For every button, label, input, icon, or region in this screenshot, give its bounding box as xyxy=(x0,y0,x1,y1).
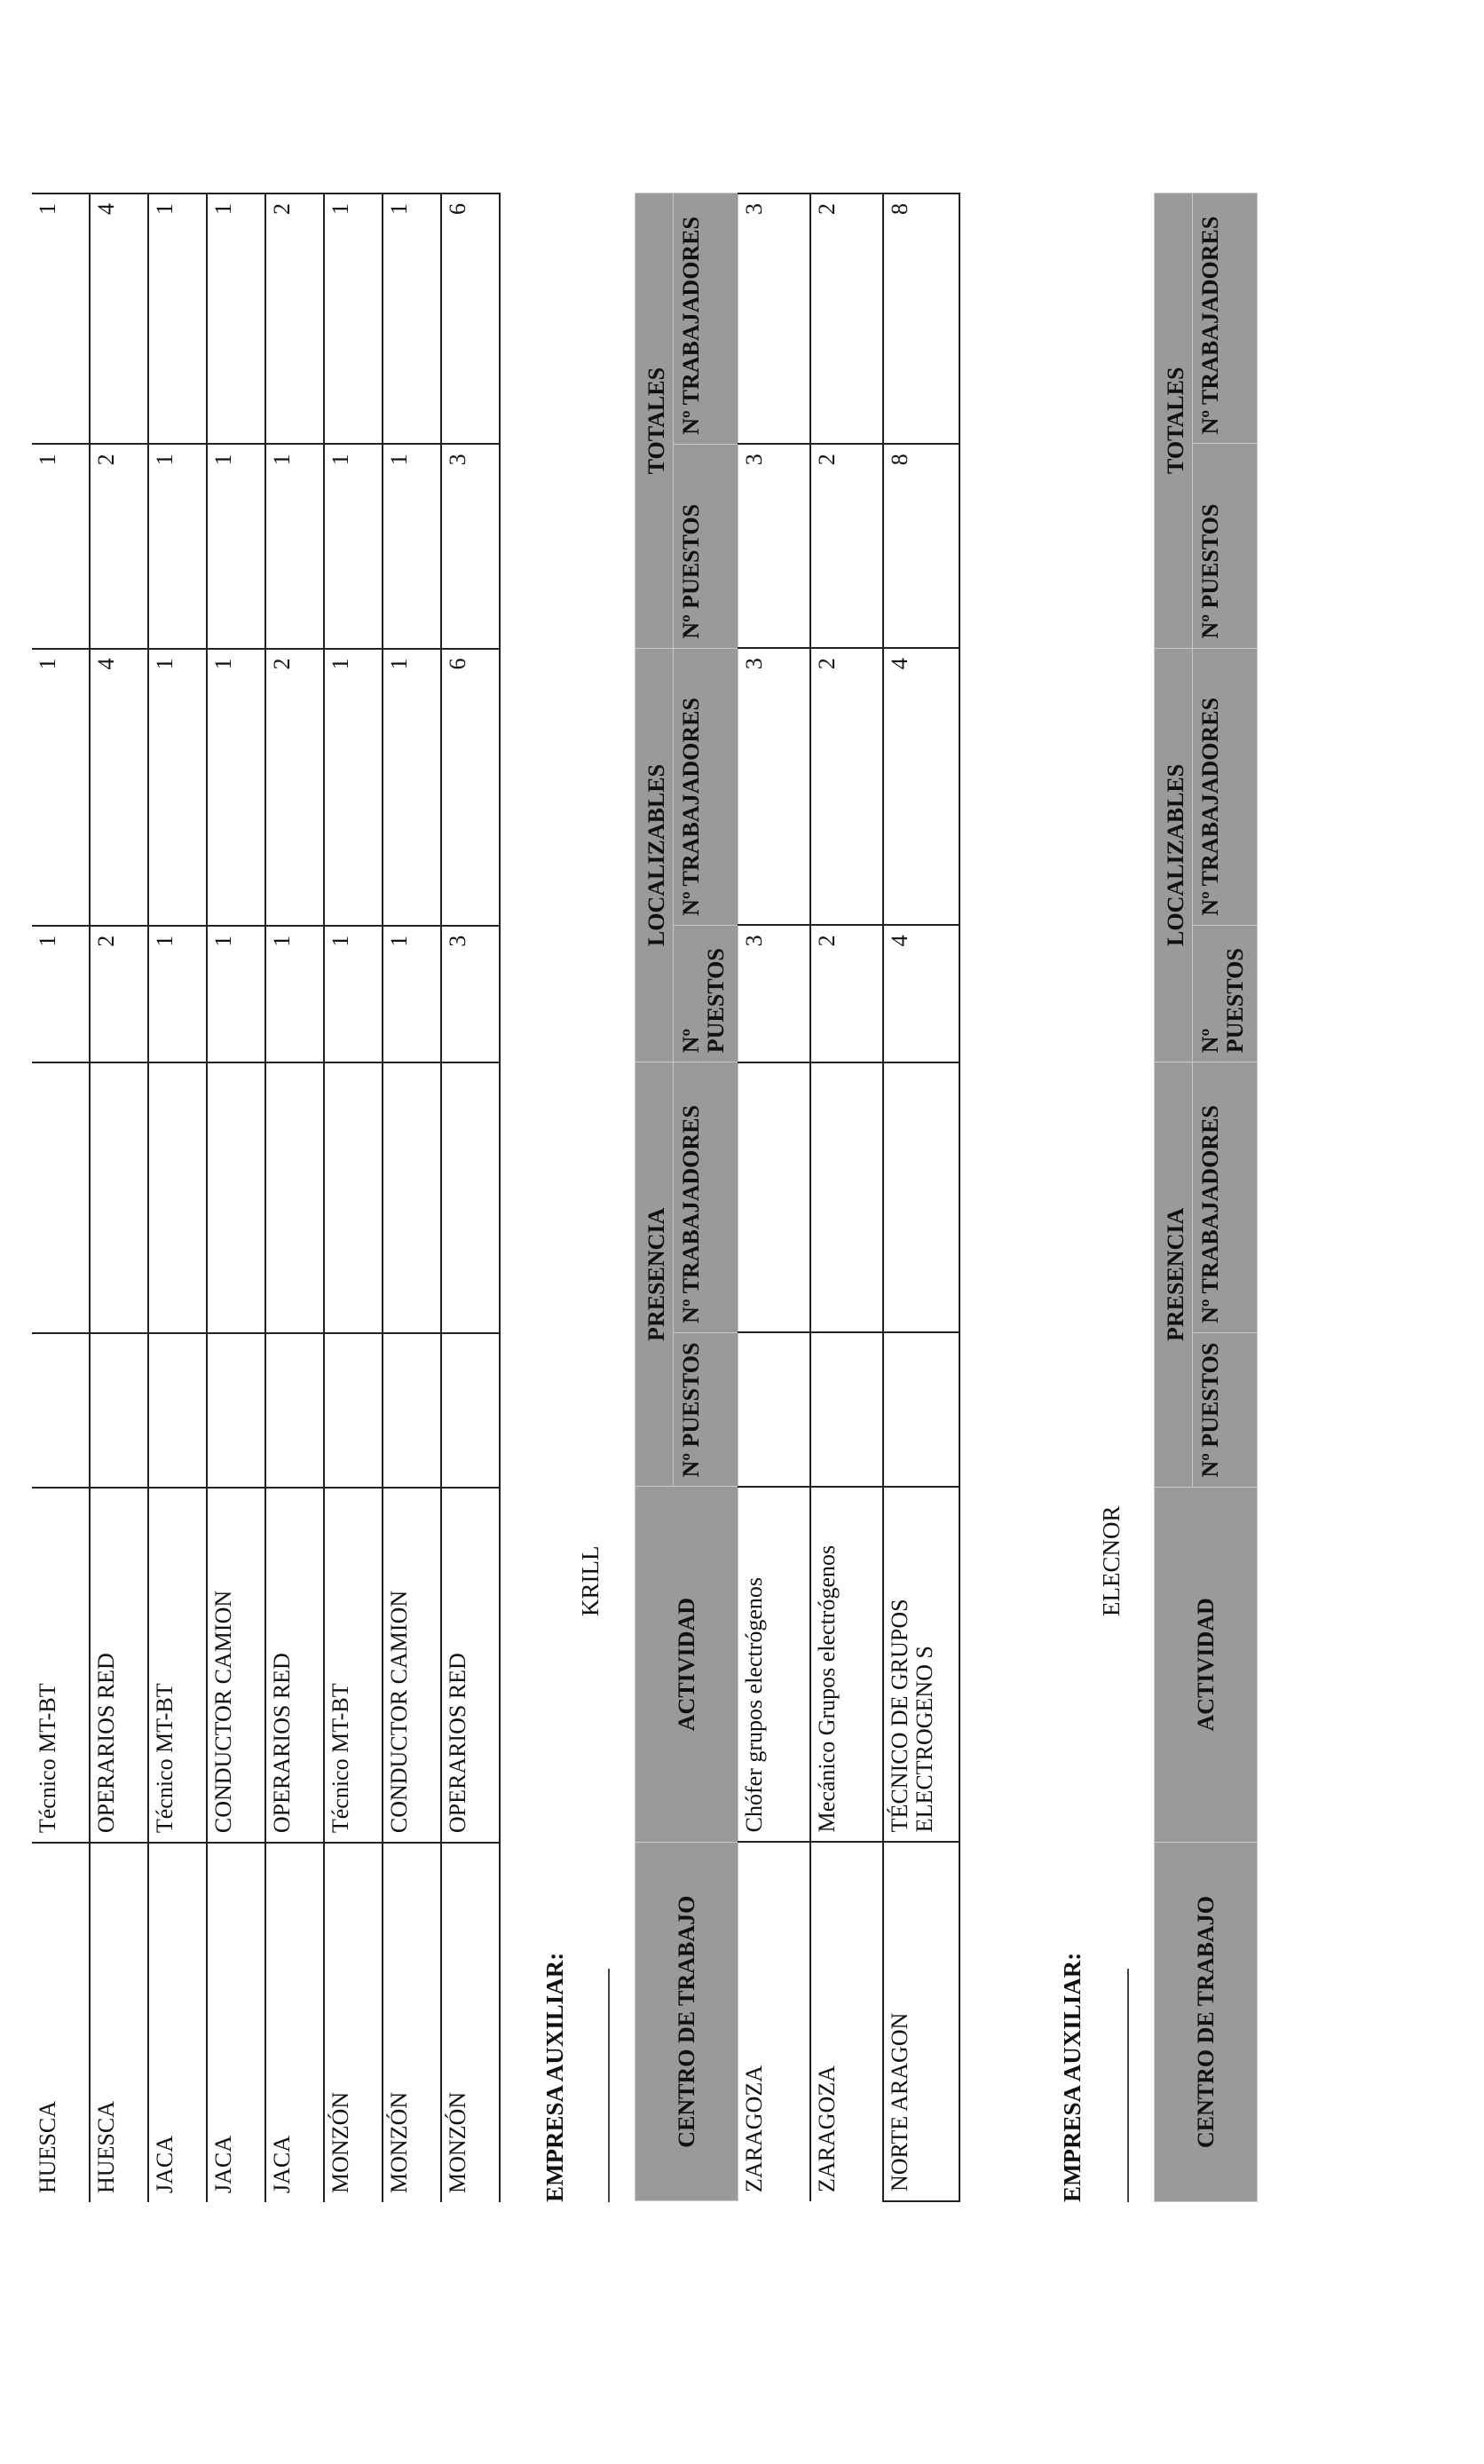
tot-puestos-cell: 1 xyxy=(148,444,207,648)
centro-cell: HUESCA xyxy=(90,1843,148,2202)
pres-puestos-cell xyxy=(383,1333,441,1488)
centro-cell: HUESCA xyxy=(32,1843,90,2202)
loc-trabajadores-cell: 1 xyxy=(207,649,265,926)
elecnor-company-label: EMPRESA AUXILIAR: xyxy=(1059,1952,1085,2202)
loc-puestos-cell: 1 xyxy=(207,926,265,1062)
tot-trabajadores-cell: 4 xyxy=(90,193,148,444)
tot-puestos-cell: 1 xyxy=(32,444,90,648)
loc-trabajadores-cell: 2 xyxy=(810,648,883,925)
actividad-cell: Mecánico Grupos electrógenos xyxy=(810,1487,883,1842)
pres-trabajadores-cell xyxy=(383,1062,441,1333)
centro-cell: NORTE ARAGON xyxy=(883,1842,959,2201)
table-row xyxy=(810,193,883,2201)
pres-puestos-cell xyxy=(324,1333,383,1488)
actividad-cell: Técnico MT-BT xyxy=(324,1488,383,1844)
tot-trabajadores-cell: 8 xyxy=(883,193,959,444)
loc-puestos-cell: 2 xyxy=(810,925,883,1062)
tot-puestos-cell: 3 xyxy=(441,444,500,648)
header-pres-trabajadores: Nº TRABAJADORES xyxy=(674,1062,738,1333)
table-row xyxy=(738,193,811,2201)
loc-puestos-cell: 3 xyxy=(738,925,811,1062)
elecnor-label-rule xyxy=(1127,1969,1129,2202)
pres-trabajadores-cell xyxy=(738,1062,811,1333)
loc-trabajadores-cell: 1 xyxy=(32,649,90,926)
krill-table-header xyxy=(635,193,738,2201)
loc-trabajadores-cell: 2 xyxy=(265,649,324,926)
actividad-cell: Chófer grupos electrógenos xyxy=(738,1487,811,1842)
pres-trabajadores-cell xyxy=(148,1062,207,1333)
header-totales: TOTALES xyxy=(635,193,674,648)
actividad-cell: CONDUCTOR CAMION xyxy=(207,1488,265,1844)
loc-puestos-cell: 3 xyxy=(441,926,500,1062)
actividad-cell: Técnico MT-BT xyxy=(32,1488,90,1844)
actividad-cell: OPERARIOS RED xyxy=(265,1488,324,1844)
tot-trabajadores-cell: 2 xyxy=(810,193,883,444)
pres-puestos-cell xyxy=(441,1333,500,1488)
centro-cell: JACA xyxy=(265,1843,324,2202)
pres-trabajadores-cell xyxy=(324,1062,383,1333)
tot-puestos-cell: 1 xyxy=(383,444,441,648)
table-row xyxy=(324,193,383,2202)
header-localizables: LOCALIZABLES xyxy=(1155,648,1193,1062)
krill-table xyxy=(635,193,960,2202)
pres-trabajadores-cell xyxy=(810,1062,883,1333)
tot-trabajadores-cell: 6 xyxy=(441,193,500,444)
header-pres-puestos: Nº PUESTOS xyxy=(674,1332,738,1487)
elecnor-table xyxy=(1154,193,1258,2202)
loc-trabajadores-cell: 6 xyxy=(441,649,500,926)
tot-puestos-cell: 2 xyxy=(810,444,883,648)
tot-puestos-cell: 1 xyxy=(207,444,265,648)
loc-puestos-cell: 1 xyxy=(265,926,324,1062)
loc-trabajadores-cell: 4 xyxy=(883,648,959,925)
header-pres-trabajadores: Nº TRABAJADORES xyxy=(1193,1062,1258,1333)
header-loc-puestos: Nº PUESTOS xyxy=(1193,925,1258,1062)
centro-cell: JACA xyxy=(148,1843,207,2202)
centro-cell: ZARAGOZA xyxy=(738,1842,811,2201)
tot-trabajadores-cell: 1 xyxy=(383,193,441,444)
pres-puestos-cell xyxy=(32,1333,90,1488)
header-loc-puestos: Nº PUESTOS xyxy=(674,925,738,1062)
table-row xyxy=(883,193,959,2201)
header-actividad: ACTIVIDAD xyxy=(1155,1487,1258,1843)
pres-puestos-cell xyxy=(207,1333,265,1488)
tot-trabajadores-cell: 1 xyxy=(324,193,383,444)
krill-table-body xyxy=(738,193,960,2201)
loc-puestos-cell: 4 xyxy=(883,925,959,1062)
table-row xyxy=(32,193,90,2202)
tot-trabajadores-cell: 2 xyxy=(265,193,324,444)
centro-cell: JACA xyxy=(207,1843,265,2202)
elecnor-table-header xyxy=(1155,193,1258,2202)
header-centro: CENTRO DE TRABAJO xyxy=(635,1842,738,2201)
tot-puestos-cell: 3 xyxy=(738,444,811,648)
tot-puestos-cell: 8 xyxy=(883,444,959,648)
centro-cell: MONZÓN xyxy=(324,1843,383,2202)
centro-cell: MONZÓN xyxy=(441,1843,500,2202)
header-loc-trabajadores: Nº TRABAJADORES xyxy=(1193,648,1258,925)
tot-puestos-cell: 1 xyxy=(265,444,324,648)
table-continuation-body xyxy=(32,193,500,2202)
table-row xyxy=(383,193,441,2202)
loc-puestos-cell: 1 xyxy=(383,926,441,1062)
loc-puestos-cell: 1 xyxy=(148,926,207,1062)
pres-puestos-cell xyxy=(90,1333,148,1488)
header-tot-trabajadores: Nº TRABAJADORES xyxy=(674,193,738,444)
header-pres-puestos: Nº PUESTOS xyxy=(1193,1332,1258,1487)
centro-cell: ZARAGOZA xyxy=(810,1842,883,2201)
loc-trabajadores-cell: 4 xyxy=(90,649,148,926)
pres-puestos-cell xyxy=(883,1332,959,1487)
header-totales: TOTALES xyxy=(1155,193,1193,649)
pres-trabajadores-cell xyxy=(90,1062,148,1333)
header-presencia: PRESENCIA xyxy=(1155,1062,1193,1487)
actividad-cell: OPERARIOS RED xyxy=(90,1488,148,1844)
header-presencia: PRESENCIA xyxy=(635,1062,674,1487)
table-row xyxy=(207,193,265,2202)
actividad-cell: Técnico MT-BT xyxy=(148,1488,207,1844)
pres-trabajadores-cell xyxy=(207,1062,265,1333)
krill-label-rule xyxy=(608,1969,610,2202)
elecnor-company-name: ELECNOR xyxy=(1098,1505,1125,1616)
header-tot-puestos: Nº PUESTOS xyxy=(674,444,738,648)
pres-trabajadores-cell xyxy=(883,1062,959,1333)
tot-trabajadores-cell: 1 xyxy=(148,193,207,444)
loc-puestos-cell: 1 xyxy=(324,926,383,1062)
loc-puestos-cell: 1 xyxy=(32,926,90,1062)
pres-puestos-cell xyxy=(265,1333,324,1488)
loc-trabajadores-cell: 1 xyxy=(324,649,383,926)
header-localizables: LOCALIZABLES xyxy=(635,648,674,1062)
loc-trabajadores-cell: 3 xyxy=(738,648,811,925)
actividad-cell: OPERARIOS RED xyxy=(441,1488,500,1844)
pres-trabajadores-cell xyxy=(32,1062,90,1333)
loc-trabajadores-cell: 1 xyxy=(148,649,207,926)
header-centro: CENTRO DE TRABAJO xyxy=(1155,1843,1258,2202)
header-tot-trabajadores: Nº TRABAJADORES xyxy=(1193,193,1258,444)
header-actividad: ACTIVIDAD xyxy=(635,1487,738,1842)
table-continuation xyxy=(32,193,501,2202)
pres-trabajadores-cell xyxy=(441,1062,500,1333)
centro-cell: MONZÓN xyxy=(383,1843,441,2202)
pres-trabajadores-cell xyxy=(265,1062,324,1333)
tot-trabajadores-cell: 1 xyxy=(32,193,90,444)
table-row xyxy=(441,193,500,2202)
krill-company-label: EMPRESA AUXILIAR: xyxy=(541,1952,568,2202)
loc-trabajadores-cell: 1 xyxy=(383,649,441,926)
actividad-cell: TÉCNICO DE GRUPOS ELECTROGENO S xyxy=(883,1487,959,1842)
table-row xyxy=(265,193,324,2202)
pres-puestos-cell xyxy=(148,1333,207,1488)
loc-puestos-cell: 2 xyxy=(90,926,148,1062)
table-row xyxy=(148,193,207,2202)
tot-trabajadores-cell: 3 xyxy=(738,193,811,444)
actividad-cell: CONDUCTOR CAMION xyxy=(383,1488,441,1844)
header-loc-trabajadores: Nº TRABAJADORES xyxy=(674,648,738,925)
table-row xyxy=(90,193,148,2202)
pres-puestos-cell xyxy=(810,1332,883,1487)
tot-trabajadores-cell: 1 xyxy=(207,193,265,444)
pres-puestos-cell xyxy=(738,1332,811,1487)
krill-company-name: KRILL xyxy=(577,1545,604,1616)
tot-puestos-cell: 1 xyxy=(324,444,383,648)
header-tot-puestos: Nº PUESTOS xyxy=(1193,444,1258,648)
tot-puestos-cell: 2 xyxy=(90,444,148,648)
